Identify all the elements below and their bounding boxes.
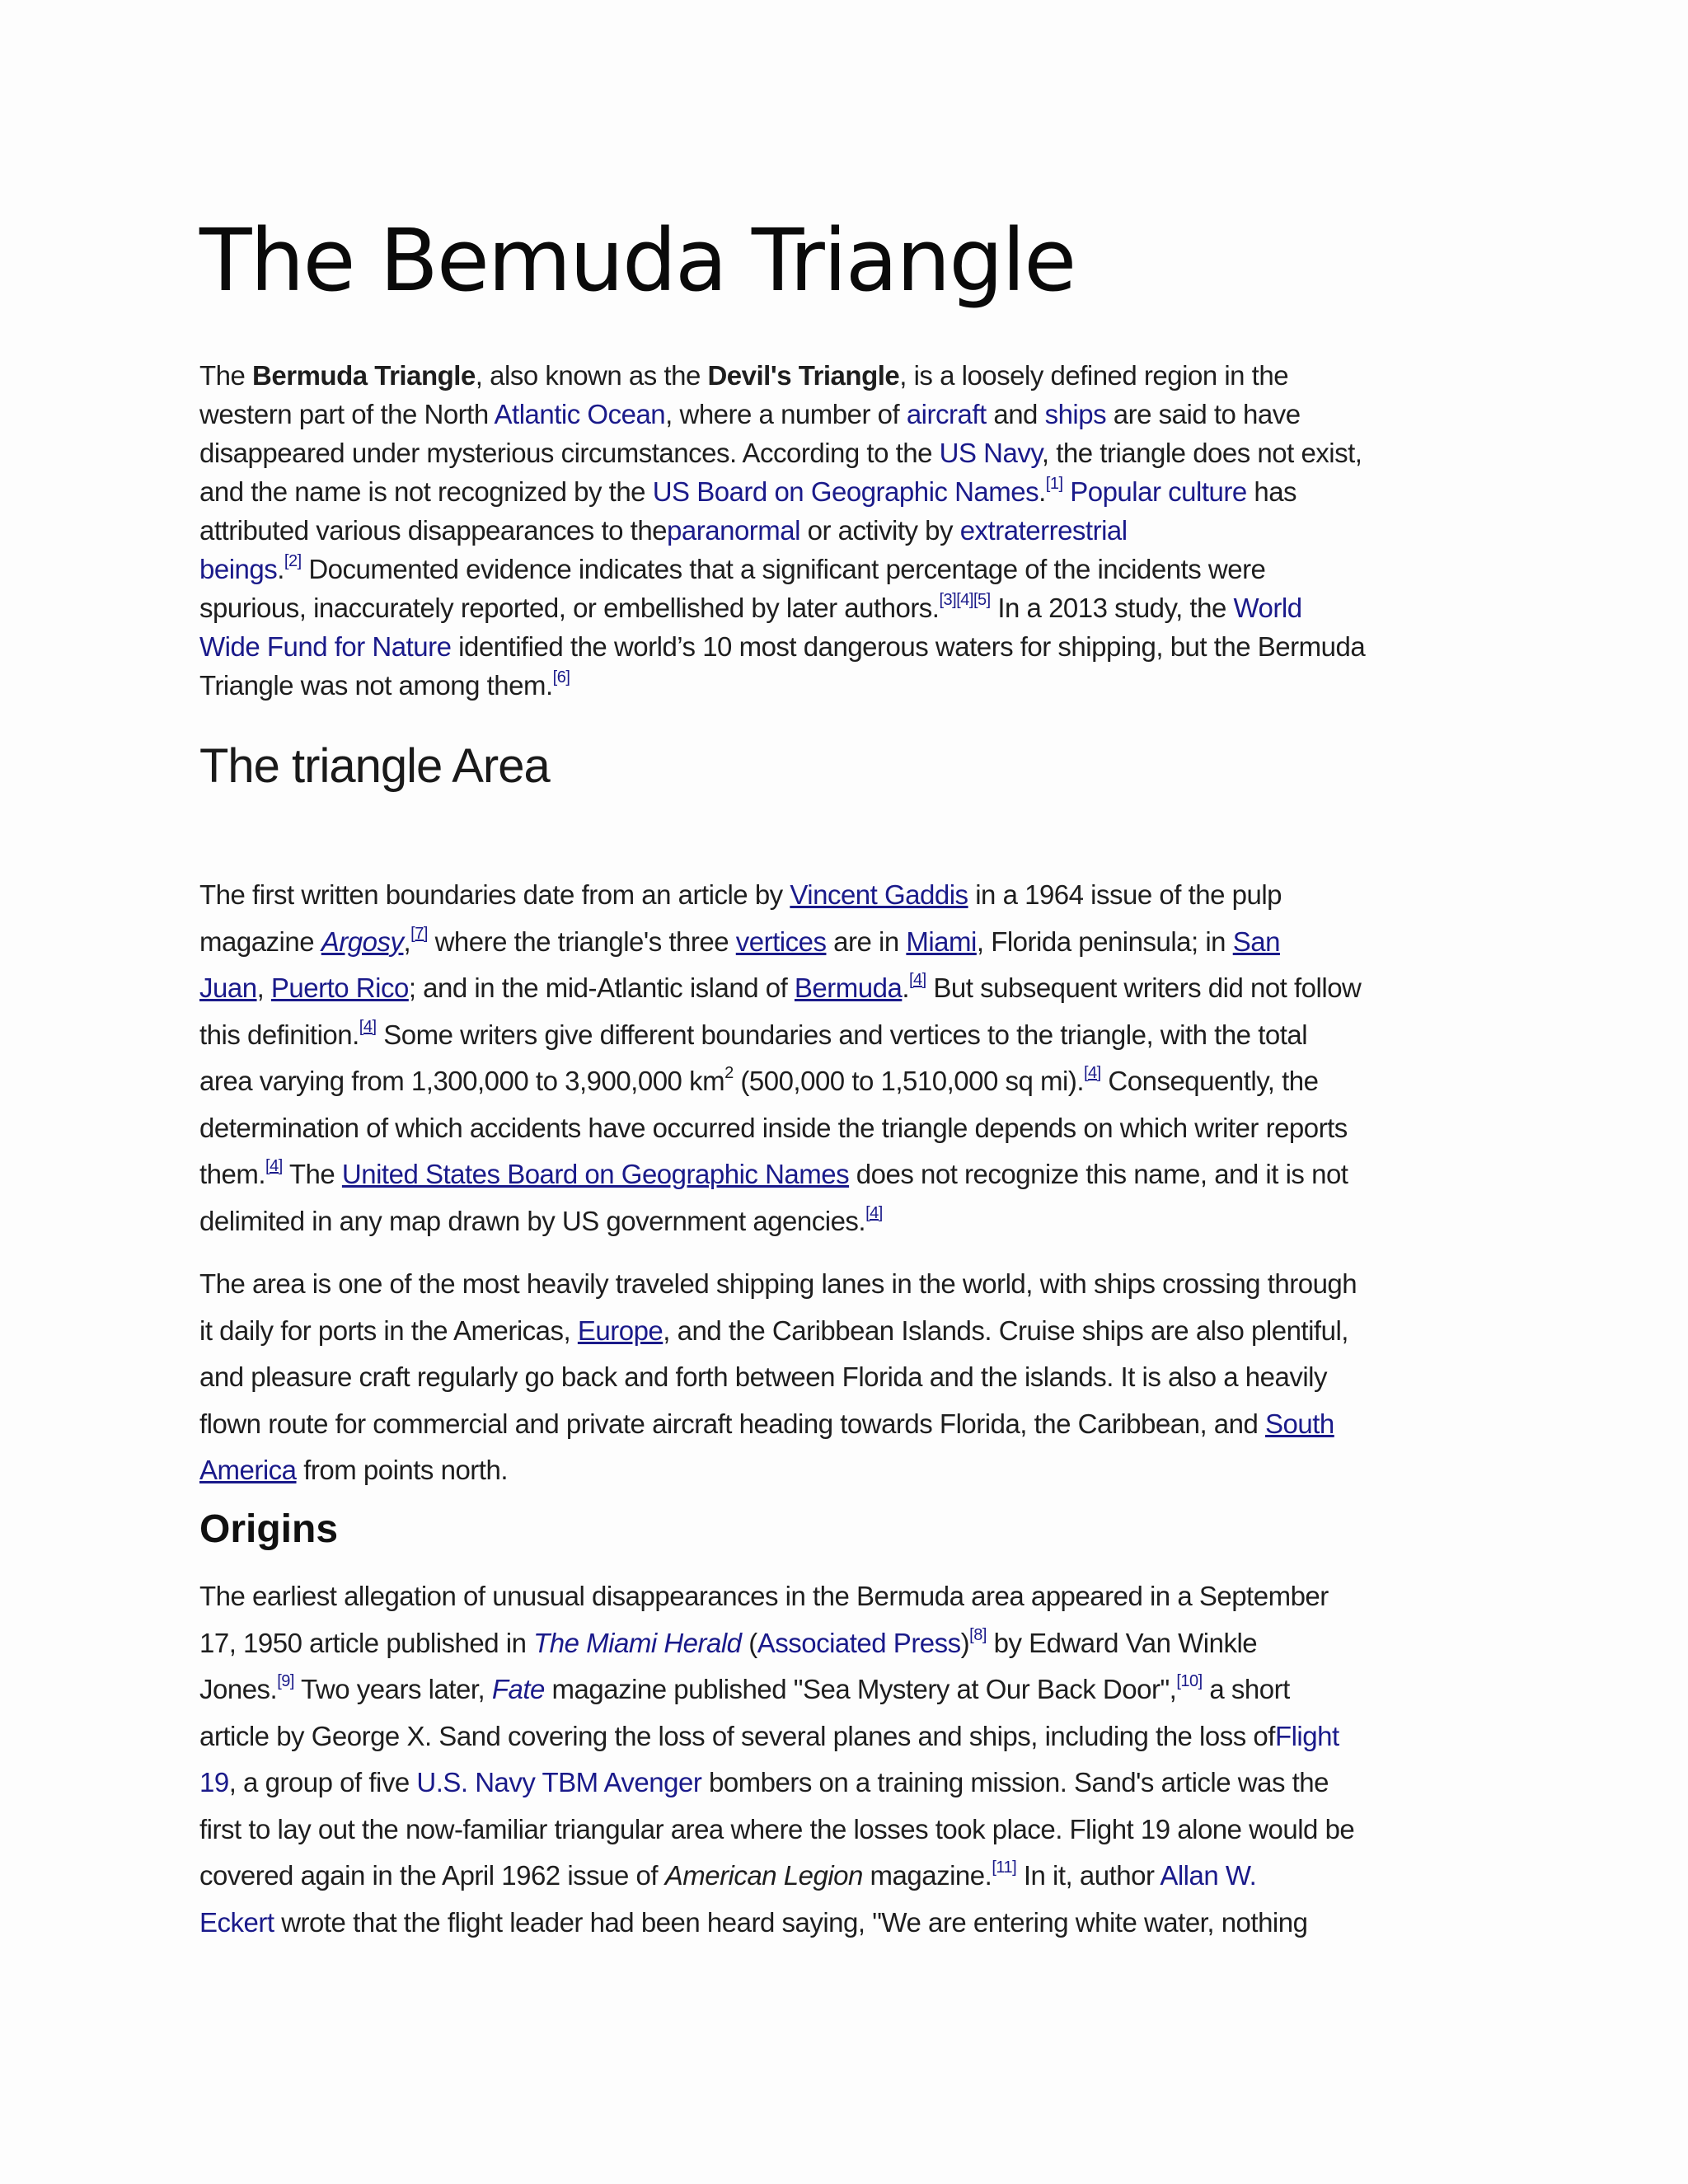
text: .: [902, 972, 909, 1003]
link-associated-press[interactable]: Associated Press: [757, 1627, 961, 1658]
text: The first written boundaries date from an article by: [199, 879, 790, 910]
text-line: [199, 1581, 1493, 1628]
text-line: [199, 1019, 1493, 1066]
citation-ref[interactable]: [11]: [992, 1858, 1017, 1877]
link-san-juan[interactable]: San: [1232, 926, 1280, 957]
text-line: [199, 1361, 1493, 1408]
link-us-board-geographic-names[interactable]: United States Board on Geographic Names: [341, 1159, 850, 1189]
link-us-board-geographic-names[interactable]: US Board on Geographic Names: [652, 476, 1039, 507]
text-line: [199, 438, 1493, 476]
link-vertices[interactable]: vertices: [735, 926, 827, 957]
origins-paragraph: [199, 1581, 1493, 1953]
area-paragraph-2: [199, 1268, 1493, 1502]
link-san-juan-cont[interactable]: Juan: [199, 972, 257, 1003]
citation-ref[interactable]: [8]: [969, 1625, 987, 1644]
text-line: [199, 1767, 1493, 1814]
text-line: [199, 926, 1493, 973]
text: bombers on a training mission. Sand's article was the: [701, 1767, 1329, 1797]
text: , where a number of: [665, 399, 907, 429]
italic-title-american-legion: American Legion: [664, 1860, 863, 1891]
link-allan-eckert[interactable]: Allan W.: [1160, 1860, 1257, 1891]
text: Jones.: [199, 1674, 278, 1704]
text-line: [199, 1268, 1493, 1315]
text: 17, 1950 article published in: [199, 1627, 534, 1658]
text-line: [199, 554, 1493, 593]
text-line: [199, 1408, 1493, 1455]
page-title: The Bemuda Triangle: [199, 210, 1076, 311]
text: In it, author: [1016, 1860, 1160, 1891]
text: , is a loosely defined region in the: [899, 360, 1289, 391]
text: has: [1246, 476, 1297, 507]
link-flight-19-cont[interactable]: 19: [199, 1767, 229, 1797]
text-line: [199, 1860, 1493, 1907]
text: The: [282, 1159, 342, 1189]
text: ,: [403, 926, 411, 957]
link-flight-19[interactable]: Flight: [1274, 1720, 1339, 1751]
text: wrote that the flight leader had been heard saying, "We are entering white water, nothing: [274, 1906, 1308, 1938]
text: , Florida peninsula; in: [976, 926, 1233, 957]
text: does not recognize this name, and it is not: [849, 1159, 1348, 1189]
link-miami[interactable]: Miami: [906, 926, 977, 957]
text: determination of which accidents have occurred inside the triangle depends on which writer reports: [199, 1112, 1348, 1143]
text: magazine: [199, 926, 321, 957]
text: Two years later,: [293, 1674, 492, 1704]
text: spurious, inaccurately reported, or embellished by later authors.: [199, 593, 940, 623]
text: by Edward Van Winkle: [986, 1627, 1258, 1658]
text-line: [199, 360, 1493, 399]
text: where the triangle's three: [427, 926, 736, 957]
text: Triangle was not among them.: [199, 670, 553, 701]
text: Some writers give different boundaries and vertices to the triangle, with the total: [376, 1019, 1308, 1050]
citation-ref[interactable]: [4]: [265, 1157, 283, 1175]
text: , and the Caribbean Islands. Cruise ships are also plentiful,: [663, 1315, 1348, 1346]
text: But subsequent writers did not follow: [926, 972, 1362, 1003]
text-line: [199, 1113, 1493, 1160]
citation-ref[interactable]: [4]: [1083, 1064, 1101, 1082]
link-miami-herald[interactable]: The Miami Herald: [533, 1627, 742, 1658]
text-line: [199, 1907, 1493, 1954]
citation-ref[interactable]: [3][4][5]: [939, 591, 991, 609]
citation-ref[interactable]: [6]: [552, 668, 570, 687]
text-line: [199, 1674, 1493, 1721]
text-line: [199, 1455, 1493, 1502]
link-europe[interactable]: Europe: [577, 1315, 663, 1346]
text: (500,000 to 1,510,000 sq mi).: [733, 1066, 1084, 1096]
section-heading-triangle-area: The triangle Area: [199, 739, 550, 793]
text-line: [199, 399, 1493, 438]
link-us-navy[interactable]: US Navy: [939, 438, 1042, 468]
citation-ref[interactable]: [2]: [284, 552, 302, 570]
link-extraterrestrial[interactable]: extraterrestrial: [959, 515, 1128, 546]
link-allan-eckert-cont[interactable]: Eckert: [199, 1906, 274, 1938]
area-paragraph-1: [199, 879, 1493, 1252]
text: disappeared under mysterious circumstances. According to the: [199, 438, 940, 468]
text: identified the world’s 10 most dangerous waters for shipping, but the Bermuda: [451, 631, 1366, 662]
section-heading-origins: Origins: [199, 1507, 339, 1551]
text: from points north.: [296, 1455, 508, 1485]
text-line: [199, 631, 1493, 670]
link-vincent-gaddis[interactable]: Vincent Gaddis: [790, 879, 968, 910]
text: magazine.: [862, 1860, 992, 1891]
text: western part of the North: [199, 399, 495, 429]
link-south-america-cont[interactable]: America: [199, 1455, 297, 1485]
text: [1063, 476, 1071, 507]
text: or activity by: [799, 515, 960, 546]
text: covered again in the April 1962 issue of: [199, 1860, 665, 1891]
link-us-navy[interactable]: U.S. Navy: [416, 1767, 536, 1797]
text: attributed various disappearances to the: [199, 515, 668, 546]
text-line: [199, 593, 1493, 631]
text: ): [960, 1627, 970, 1658]
text: The: [199, 360, 253, 391]
text: magazine published "Sea Mystery at Our Back Door",: [544, 1674, 1177, 1704]
text: delimited in any map drawn by US government agencies.: [199, 1205, 866, 1236]
citation-ref[interactable]: [9]: [277, 1672, 294, 1690]
text: article by George X. Sand covering the loss of several planes and ships, including the loss of: [199, 1720, 1275, 1751]
link-ships[interactable]: ships: [1044, 399, 1107, 429]
text: .: [277, 554, 284, 584]
text: The area is one of the most heavily traveled shipping lanes in the world, with ships crossing through: [199, 1268, 1357, 1299]
link-tbm-avenger[interactable]: TBM Avenger: [542, 1767, 702, 1797]
text: Documented evidence indicates that a significant percentage of the incidents were: [301, 554, 1266, 584]
text: them.: [199, 1159, 266, 1189]
text: , a group of five: [228, 1767, 417, 1797]
link-puerto-rico[interactable]: Puerto Rico: [270, 972, 409, 1003]
link-world-wide-fund-cont[interactable]: Wide Fund for Nature: [199, 631, 452, 662]
link-bermuda[interactable]: Bermuda: [794, 972, 903, 1003]
text-line: [199, 1203, 1493, 1253]
text: ; and in the mid-Atlantic island of: [408, 972, 795, 1003]
citation-ref[interactable]: [1]: [1045, 475, 1063, 493]
text: Consequently, the: [1100, 1066, 1319, 1096]
text-line: [199, 1721, 1493, 1768]
citation-ref[interactable]: [4]: [865, 1203, 883, 1222]
text-line: [199, 1159, 1493, 1206]
text-line: [199, 1814, 1493, 1861]
text-line: [199, 515, 1493, 554]
text: (: [741, 1627, 757, 1658]
citation-ref[interactable]: [7]: [410, 924, 428, 943]
citation-ref[interactable]: [10]: [1176, 1672, 1203, 1690]
text-line: [199, 879, 1493, 926]
text: in a 1964 issue of the pulp: [968, 879, 1282, 910]
text-line: [199, 670, 1493, 709]
text: , the triangle does not exist,: [1041, 438, 1362, 468]
citation-ref[interactable]: [4]: [359, 1017, 377, 1036]
superscript-squared: 2: [724, 1064, 734, 1082]
link-fate-magazine[interactable]: Fate: [491, 1674, 545, 1704]
text: ,: [256, 972, 271, 1003]
link-argosy[interactable]: Argosy: [321, 926, 404, 957]
text: In a 2013 study, the: [990, 593, 1234, 623]
text: , also known as the: [475, 360, 708, 391]
bold-term-bermuda-triangle: Bermuda Triangle: [252, 360, 476, 391]
link-aircraft[interactable]: aircraft: [906, 399, 987, 429]
text: and: [986, 399, 1045, 429]
text-line: [199, 1625, 1493, 1675]
text: and pleasure craft regularly go back and forth between Florida and the islands. It is also a heavily: [199, 1361, 1327, 1392]
text: area varying from 1,300,000 to 3,900,000 km: [199, 1066, 725, 1096]
text-line: [199, 1315, 1493, 1362]
text: The earliest allegation of unusual disappearances in the Bermuda area appeared in a September: [199, 1581, 1329, 1611]
text-line: [199, 972, 1493, 1019]
text: this definition.: [199, 1019, 359, 1050]
intro-paragraph: [199, 360, 1493, 709]
link-atlantic-ocean[interactable]: Atlantic Ocean: [494, 399, 666, 429]
citation-ref[interactable]: [4]: [909, 971, 926, 989]
text: are in: [826, 926, 907, 957]
bold-term-devils-triangle: Devil's Triangle: [707, 360, 900, 391]
text: flown route for commercial and private aircraft heading towards Florida, the Caribbean, and: [199, 1408, 1266, 1439]
link-world-wide-fund[interactable]: World: [1233, 593, 1302, 623]
text: are said to have: [1106, 399, 1301, 429]
link-south-america[interactable]: South: [1265, 1408, 1334, 1439]
text-line: [199, 476, 1493, 515]
text: a short: [1202, 1674, 1290, 1704]
text: it daily for ports in the Americas,: [199, 1315, 578, 1346]
link-paranormal[interactable]: paranormal: [667, 515, 800, 546]
text: first to lay out the now-familiar triangular area where the losses took place. Flight 19 alone would be: [199, 1813, 1355, 1844]
text-line: [199, 1066, 1493, 1113]
link-popular-culture[interactable]: Popular culture: [1070, 476, 1247, 507]
text: .: [1039, 476, 1046, 507]
link-extraterrestrial-beings[interactable]: beings: [199, 554, 278, 584]
text: and the name is not recognized by the: [199, 476, 653, 507]
